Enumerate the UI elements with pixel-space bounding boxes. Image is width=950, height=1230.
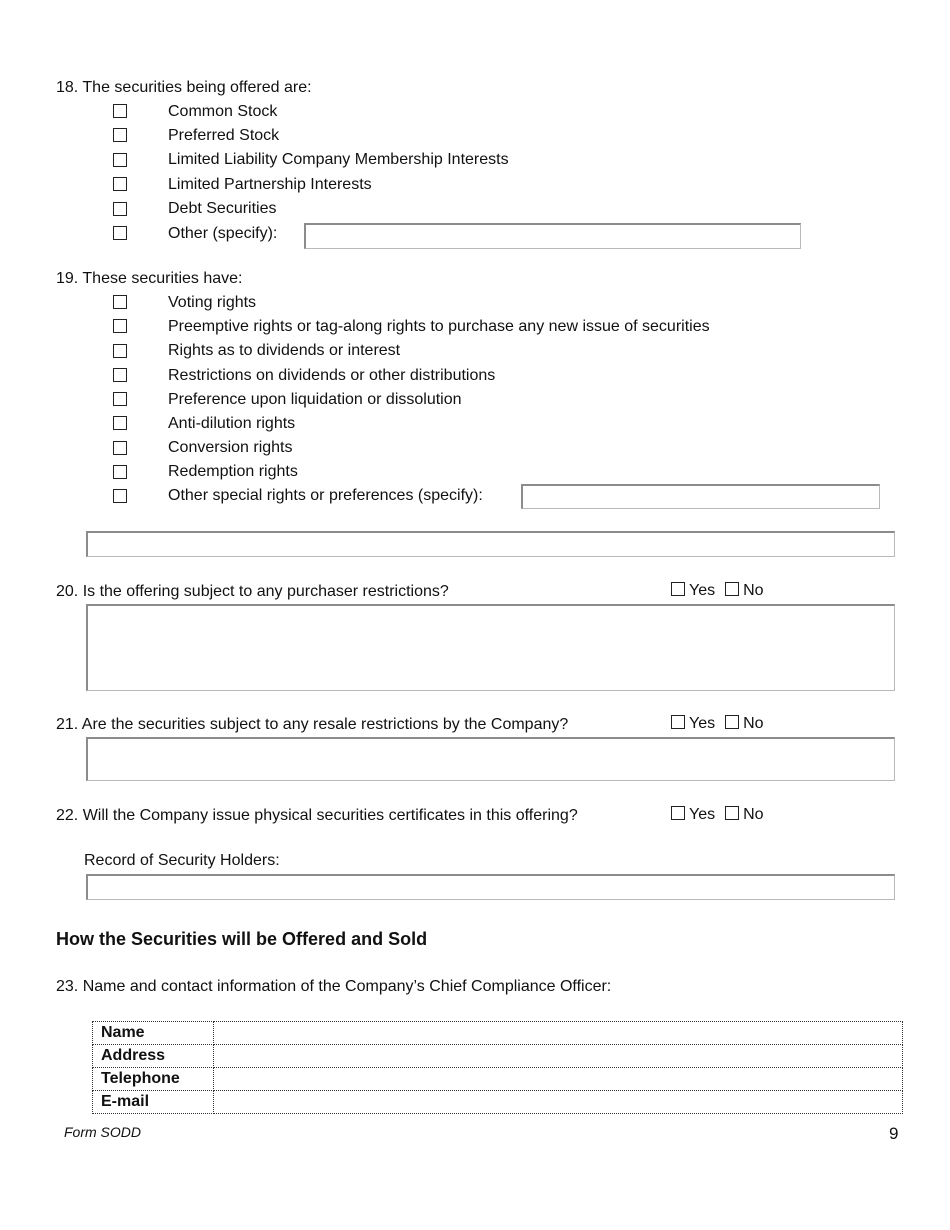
address-value-cell[interactable] — [214, 1045, 903, 1068]
q19-option-label: Restrictions on dividends or other distributions — [168, 367, 496, 384]
footer-page-number: 9 — [889, 1124, 899, 1143]
q20-details-field[interactable] — [86, 604, 895, 691]
q19-voting-rights-checkbox[interactable] — [113, 295, 127, 309]
q20-text: 20. Is the offering subject to any purchaser restrictions? — [56, 583, 449, 600]
q20-no-checkbox[interactable] — [725, 582, 739, 596]
q19-anti-dilution-checkbox[interactable] — [113, 416, 127, 430]
address-label: Address — [93, 1045, 214, 1068]
no-label: No — [743, 715, 764, 732]
q18-option-label: Limited Partnership Interests — [168, 176, 372, 193]
record-holders-field[interactable] — [86, 874, 895, 900]
q21-yes-checkbox[interactable] — [671, 715, 685, 729]
q19-option-label: Preference upon liquidation or dissolution — [168, 391, 462, 408]
q18-option-label: Preferred Stock — [168, 127, 280, 144]
footer-form-name: Form SODD — [64, 1124, 141, 1140]
q19-option-label: Other special rights or preferences (specify): — [168, 487, 483, 504]
q20-yes-checkbox[interactable] — [671, 582, 685, 596]
name-value-cell[interactable] — [214, 1022, 903, 1045]
q19-option-label: Rights as to dividends or interest — [168, 342, 401, 359]
q18-text: 18. The securities being offered are: — [56, 79, 312, 96]
q19-redemption-rights-checkbox[interactable] — [113, 465, 127, 479]
q18-option-label: Other (specify): — [168, 225, 278, 242]
email-value-cell[interactable] — [214, 1091, 903, 1114]
q18-other-specify-field[interactable] — [304, 223, 801, 249]
q18-option-label: Common Stock — [168, 103, 278, 120]
q19-option-label: Anti-dilution rights — [168, 415, 296, 432]
q21-no-checkbox[interactable] — [725, 715, 739, 729]
yes-label: Yes — [689, 582, 716, 599]
section-heading: How the Securities will be Offered and Sold — [56, 929, 428, 949]
telephone-label: Telephone — [93, 1068, 214, 1091]
q22-yes-no-group — [671, 805, 764, 825]
name-label: Name — [93, 1022, 214, 1045]
q19-other-specify-field[interactable] — [521, 484, 880, 509]
q19-dividend-restrictions-checkbox[interactable] — [113, 368, 127, 382]
yes-label: Yes — [689, 715, 716, 732]
q18-other-checkbox[interactable] — [113, 226, 127, 240]
table-row — [93, 1091, 903, 1114]
q18-llc-interests-checkbox[interactable] — [113, 153, 127, 167]
q21-text: 21. Are the securities subject to any resale restrictions by the Company? — [56, 716, 569, 733]
q19-option-label: Redemption rights — [168, 463, 298, 480]
q18-option-label: Debt Securities — [168, 200, 277, 217]
q19-conversion-rights-checkbox[interactable] — [113, 441, 127, 455]
q18-debt-securities-checkbox[interactable] — [113, 202, 127, 216]
q18-option-label: Limited Liability Company Membership Interests — [168, 151, 509, 168]
q19-option-label: Conversion rights — [168, 439, 293, 456]
q19-dividend-rights-checkbox[interactable] — [113, 344, 127, 358]
q19-other-special-rights-checkbox[interactable] — [113, 489, 127, 503]
q19-preemptive-rights-checkbox[interactable] — [113, 319, 127, 333]
compliance-officer-table — [92, 1021, 903, 1114]
q18-lp-interests-checkbox[interactable] — [113, 177, 127, 191]
q23-text: 23. Name and contact information of the Company’s Chief Compliance Officer: — [56, 978, 612, 995]
q19-details-field[interactable] — [86, 531, 895, 557]
table-row — [93, 1022, 903, 1045]
yes-label: Yes — [689, 806, 716, 823]
telephone-value-cell[interactable] — [214, 1068, 903, 1091]
q19-text: 19. These securities have: — [56, 270, 243, 287]
q19-option-label: Voting rights — [168, 294, 257, 311]
q22-no-checkbox[interactable] — [725, 806, 739, 820]
q18-common-stock-checkbox[interactable] — [113, 104, 127, 118]
table-row — [93, 1045, 903, 1068]
no-label: No — [743, 582, 764, 599]
email-label: E-mail — [93, 1091, 214, 1114]
q19-option-label: Preemptive rights or tag-along rights to purchase any new issue of securities — [168, 318, 710, 335]
no-label: No — [743, 806, 764, 823]
record-holders-label: Record of Security Holders: — [84, 852, 280, 869]
table-row — [93, 1068, 903, 1091]
q18-preferred-stock-checkbox[interactable] — [113, 128, 127, 142]
q22-text: 22. Will the Company issue physical securities certificates in this offering? — [56, 807, 578, 824]
q22-yes-checkbox[interactable] — [671, 806, 685, 820]
q21-yes-no-group — [671, 714, 764, 734]
q20-yes-no-group — [671, 581, 764, 601]
q19-liquidation-preference-checkbox[interactable] — [113, 392, 127, 406]
q21-details-field[interactable] — [86, 737, 895, 781]
